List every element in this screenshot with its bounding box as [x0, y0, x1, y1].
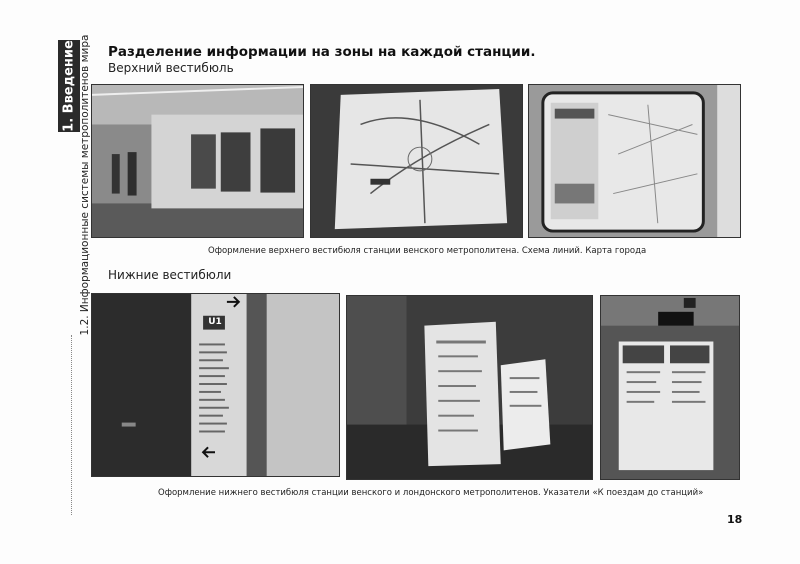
page-number: 18	[727, 513, 743, 526]
upper-vestibule-heading: Верхний вестибюль	[108, 61, 234, 75]
page-title: Разделение информации на зоны на каждой станции.	[108, 44, 536, 60]
chapter-label: 1. Введение	[61, 40, 77, 132]
photo-lower-vestibule-posters	[346, 295, 593, 480]
photo-london-platform-signs	[600, 295, 740, 480]
section-label: 1.2. Информационные системы метрополитенов мира	[79, 34, 91, 336]
upper-photos-caption: Оформление верхнего вестибюля станции венского метрополитена. Схема линий. Карта города	[208, 246, 647, 256]
photo-upper-vestibule-hall	[91, 84, 304, 238]
line-badge: U1	[208, 317, 222, 327]
photo-city-map	[528, 84, 741, 238]
photo-metro-line-map	[310, 84, 523, 238]
chapter-tab	[58, 40, 80, 132]
photo-wayfinding-sign-u1	[91, 293, 340, 477]
lower-photos-caption: Оформление нижнего вестибюля станции венского и лондонского метрополитенов. Указатели «К поездам до станций»	[158, 488, 704, 498]
lower-vestibules-heading: Нижние вестибюли	[108, 268, 232, 282]
section-tab	[78, 34, 92, 336]
side-divider	[71, 335, 72, 515]
